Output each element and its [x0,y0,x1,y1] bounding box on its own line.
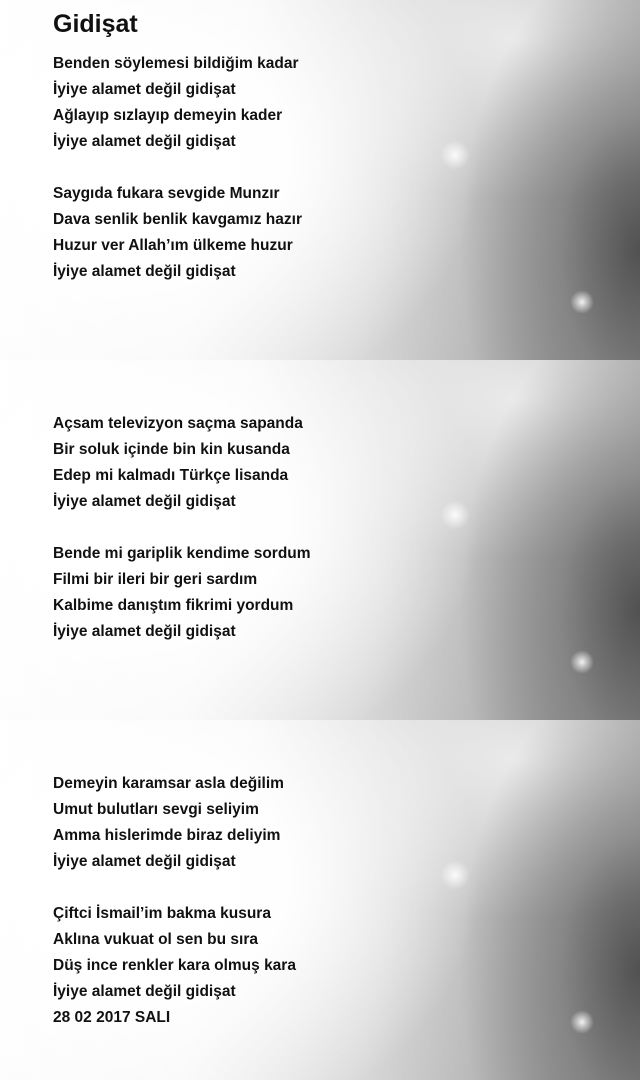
sparkle-decoration [570,1010,594,1034]
poem-line: Aklına vukuat ol sen bu sıra [53,931,259,948]
stanza-2 [53,181,302,285]
poem-line: Bir soluk içinde bin kin kusanda [53,441,290,458]
stanza-4 [53,541,311,645]
poem-line: Saygıda fukara sevgide Munzır [53,185,280,202]
poem-line: İyiye alamet değil gidişat [53,853,236,870]
poem-line: İyiye alamet değil gidişat [53,263,236,280]
poem-line: Ağlayıp sızlayıp demeyin kader [53,107,283,124]
sparkle-decoration [440,140,470,170]
background-panel-2 [0,360,640,720]
poem-title: Gidişat [53,10,138,38]
stanza-3 [53,411,303,515]
poem-line: Edep mi kalmadı Türkçe lisanda [53,467,289,484]
stanza-5 [53,771,284,875]
poem-line: Dava senlik benlik kavgamız hazır [53,211,302,228]
sparkle-decoration [570,290,594,314]
poem-line: İyiye alamet değil gidişat [53,493,236,510]
poem-line: Düş ince renkler kara olmuş kara [53,957,296,974]
background-panel-3 [0,720,640,1080]
background-panel-1 [0,0,640,360]
poem-line: Açsam televizyon saçma sapanda [53,415,303,432]
poem-line: Benden söylemesi bildiğim kadar [53,55,299,72]
poem-line: Umut bulutları sevgi seliyim [53,801,259,818]
sparkle-decoration [440,500,470,530]
sparkle-decoration [570,650,594,674]
poem-line: İyiye alamet değil gidişat [53,983,236,1000]
poem-line: İyiye alamet değil gidişat [53,133,236,150]
sparkle-decoration [440,860,470,890]
stanza-6 [53,901,296,1031]
poem-line: Amma hislerimde biraz deliyim [53,827,281,844]
poem-line: Filmi bir ileri bir geri sardım [53,571,258,588]
poem-line: Bende mi gariplik kendime sordum [53,545,311,562]
poem-line: İyiye alamet değil gidişat [53,623,236,640]
poem-line: Demeyin karamsar asla değilim [53,775,284,792]
stanza-1 [53,51,299,155]
poem-line: Kalbime danıştım fikrimi yordum [53,597,294,614]
poem-line: Huzur ver Allah’ım ülkeme huzur [53,237,293,254]
poem-date: 28 02 2017 SALI [53,1009,171,1026]
poem-line: İyiye alamet değil gidişat [53,81,236,98]
poem-line: Çiftci İsmail’im bakma kusura [53,905,271,922]
